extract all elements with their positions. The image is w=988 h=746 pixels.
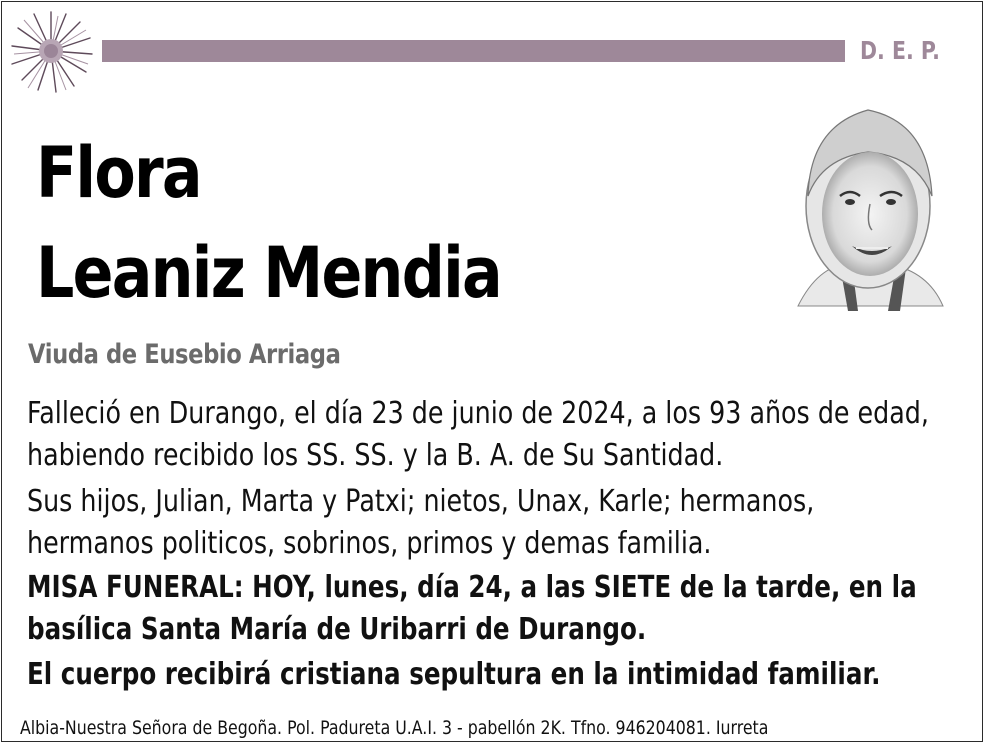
text-line: Falleció en Durango, el día 23 de junio de 2024, a los 93 años de edad, bbox=[27, 396, 929, 431]
death-announcement bbox=[27, 393, 929, 477]
header-bar bbox=[102, 40, 845, 62]
text-line: El cuerpo recibirá cristiana sepultura en la intimidad familiar. bbox=[27, 657, 881, 692]
text-line: hermanos politicos, sobrinos, primos y demas familia. bbox=[27, 526, 712, 561]
text-line: habiendo recibido los SS. SS. y la B. A. de Su Santidad. bbox=[27, 438, 724, 473]
thistle-flower-icon bbox=[8, 8, 94, 94]
obituary-notice bbox=[1, 1, 983, 742]
deceased-first-name: Flora bbox=[36, 132, 201, 214]
portrait-photo bbox=[788, 96, 948, 314]
text-line: Sus hijos, Julian, Marta y Patxi; nietos, Unax, Karle; hermanos, bbox=[27, 484, 815, 519]
text-line: basílica Santa María de Uribarri de Durango. bbox=[27, 612, 647, 647]
deceased-surnames: Leaniz Mendia bbox=[36, 232, 501, 314]
funeral-home-footer: Albia-Nuestra Señora de Begoña. Pol. Padureta U.A.I. 3 - pabellón 2K. Tfno. 946204081. Iurreta bbox=[20, 717, 769, 739]
funeral-mass-details bbox=[27, 567, 917, 651]
family-mourners bbox=[27, 481, 814, 565]
dep-label: D. E. P. bbox=[860, 36, 940, 65]
text-line: MISA FUNERAL: HOY, lunes, día 24, a las SIETE de la tarde, en la bbox=[27, 570, 917, 605]
widow-of-subtitle: Viuda de Eusebio Arriaga bbox=[28, 339, 341, 370]
burial-notice bbox=[27, 654, 880, 696]
